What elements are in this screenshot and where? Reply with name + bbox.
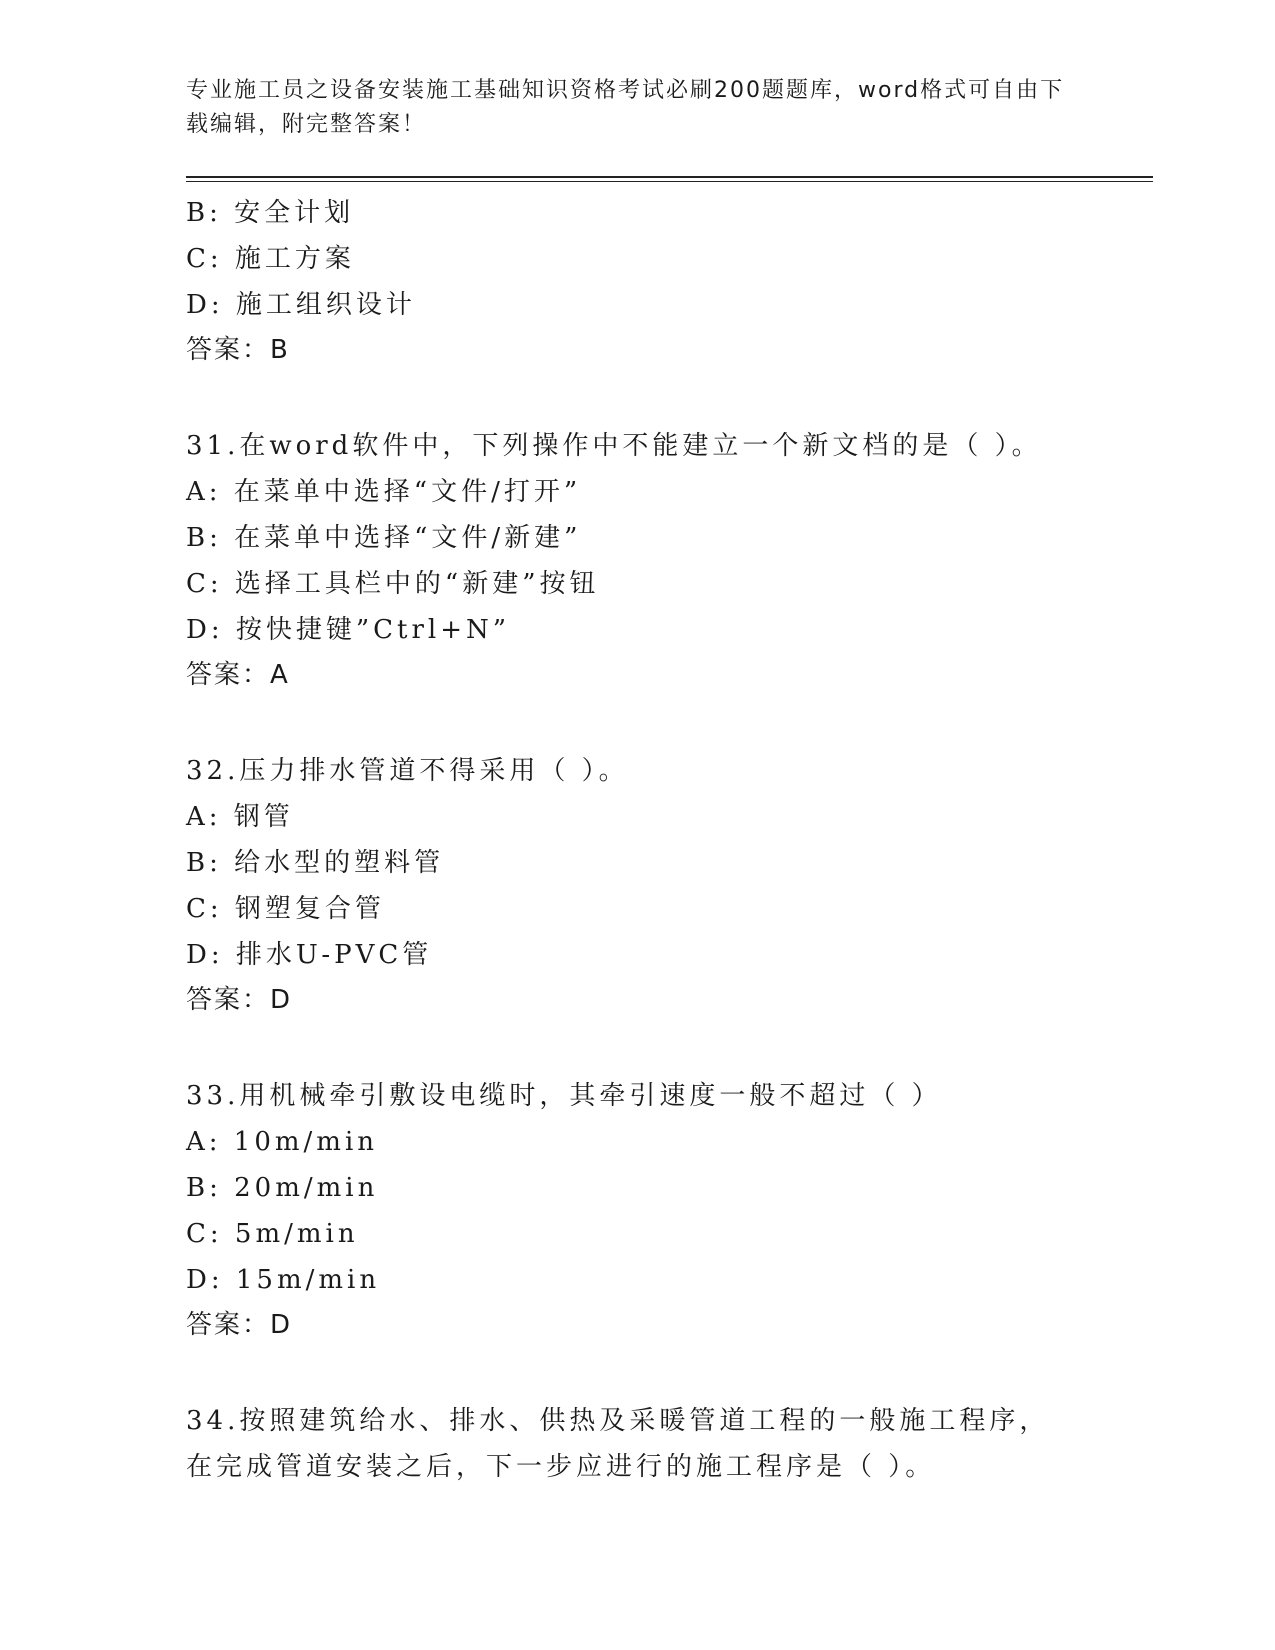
question-stem: 33.用机械牵引敷设电缆时，其牵引速度一般不超过（ ）: [186, 1081, 942, 1111]
question-stem: 31.在word软件中，下列操作中不能建立一个新文档的是（ ）。: [186, 431, 1042, 461]
question-block-31: [186, 423, 1146, 697]
question-block-33: [186, 1073, 1146, 1347]
header-divider-thin: [186, 181, 1153, 182]
answer: 答案：A: [186, 660, 290, 690]
option-c: C: 5m/min: [186, 1219, 359, 1249]
answer: 答案：B: [186, 335, 290, 365]
option-d: D: 施工组织设计: [186, 290, 416, 320]
document-header: 专业施工员之设备安装施工基础知识资格考试必刷200题题库，word格式可自由下载编辑，附完整答案！: [186, 78, 1065, 137]
question-stem: 32.压力排水管道不得采用（ ）。: [186, 756, 629, 786]
option-b: B: 给水型的塑料管: [186, 848, 445, 878]
option-a: A: 钢管: [186, 802, 294, 832]
answer: 答案：D: [186, 985, 293, 1015]
option-b: B: 20m/min: [186, 1173, 379, 1203]
option-a: A: 10m/min: [186, 1127, 379, 1157]
question-stem: 34.按照建筑给水、排水、供热及采暖管道工程的一般施工程序，在完成管道安装之后，下一步应进行的施工程序是（ ）。: [186, 1406, 1050, 1482]
question-block-34: [186, 1398, 1146, 1490]
question-block-32: [186, 748, 1146, 1022]
answer: 答案：D: [186, 1310, 293, 1340]
header-divider: [186, 176, 1153, 178]
document-body: [186, 190, 1146, 1490]
option-a: A: 在菜单中选择“文件/打开”: [186, 477, 582, 507]
question-block-30: [186, 190, 1146, 372]
option-c: C: 选择工具栏中的“新建”按钮: [186, 569, 600, 599]
option-c: C: 钢塑复合管: [186, 894, 385, 924]
option-c: C: 施工方案: [186, 244, 355, 274]
option-d: D: 15m/min: [186, 1265, 381, 1295]
option-d: D: 排水U-PVC管: [186, 940, 433, 970]
option-d: D: 按快捷键”Ctrl+N”: [186, 615, 511, 645]
option-b: B: 在菜单中选择“文件/新建”: [186, 523, 582, 553]
option-b: B: 安全计划: [186, 198, 355, 228]
